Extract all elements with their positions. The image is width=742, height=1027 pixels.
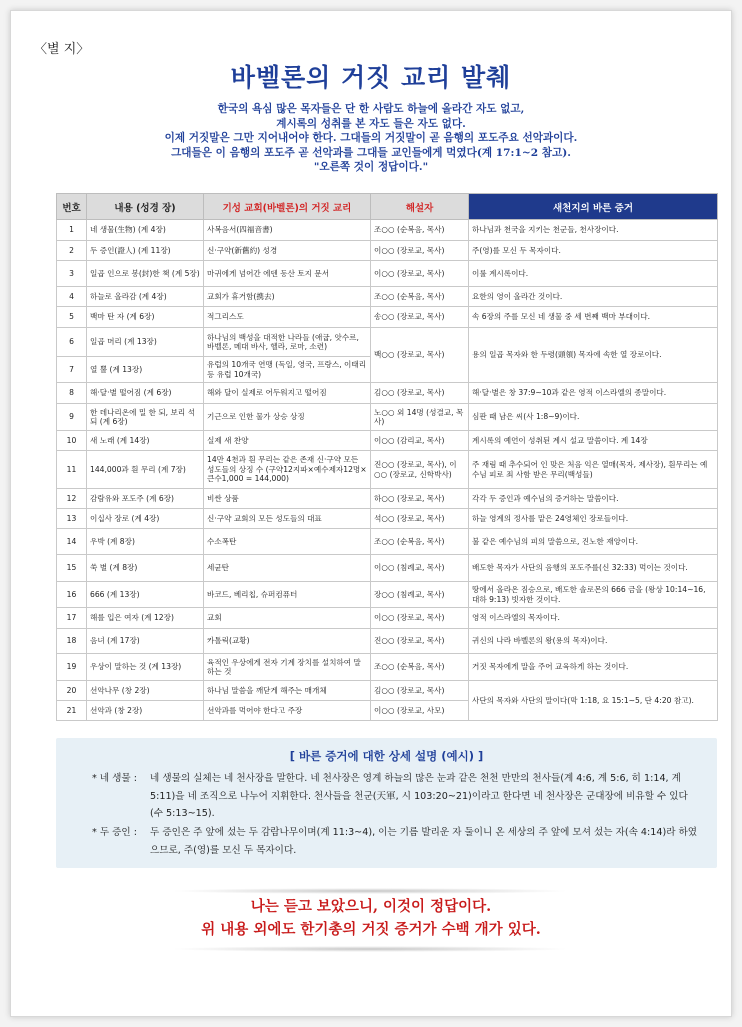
intro-line: "오른쪽 것이 정답이다.": [313, 161, 429, 174]
row-content: 선악과 (창 2장): [87, 701, 204, 721]
row-false-doctrine: 해와 달이 실제로 어두워지고 떨어짐: [204, 383, 371, 404]
row-num: 12: [57, 489, 87, 509]
row-num: 3: [57, 261, 87, 287]
row-content: 666 (계 13장): [87, 582, 204, 608]
row-interpreter: 이○○ (침례교, 목사): [371, 555, 469, 582]
row-content: 해를 입은 여자 (계 12장): [87, 608, 204, 629]
table-row: [57, 489, 718, 509]
row-false-doctrine: 바코드, 베리칩, 슈퍼컴퓨터: [204, 582, 371, 608]
row-content: 우상이 말하는 것 (계 13장): [87, 654, 204, 681]
row-num: 21: [57, 701, 87, 721]
table-row: [57, 582, 718, 608]
row-interpreter: 조○○ (순복음, 목사): [371, 287, 469, 307]
table-row: [57, 241, 718, 261]
detail-item-text: 네 생물의 실체는 네 천사장을 말한다. 네 천사장은 영계 하늘의 많은 눈과 같은 천천 만만의 천사들(계 4:6, 계 5:6, 히 1:14, 계 5:11)을 네 조직으로 나누어 지휘한다. 천사들을 천군(天軍, 시 103:20~21)이라고 한다면 네 천사장은 군대장에 비유할 수 있다(수 5:13~15).: [150, 773, 688, 820]
table-row: [57, 529, 718, 555]
detail-title: [ 바른 증거에 대한 상세 설명 (예시) ]: [289, 749, 484, 763]
table-row: [57, 383, 718, 404]
intro-line: 계시록의 성취를 본 자도 들은 자도 없다.: [276, 117, 466, 130]
row-interpreter: 노○○ 외 14명 (성결교, 목사): [371, 404, 469, 431]
row-interpreter: 김○○ (장로교, 목사): [371, 383, 469, 404]
header-content: 내용 (성경 장): [87, 194, 204, 220]
row-false-doctrine: 카톨릭(교황): [204, 629, 371, 654]
detail-item-text: 두 증인은 주 앞에 섰는 두 감람나무이며(계 11:3~4), 이는 기름 발리운 자 둘이니 온 세상의 주 앞에 모셔 섰는 자(속 4:14)라 하였으므로, 주(영)를 모신 두 목자이다.: [150, 827, 698, 856]
intro-line: 한국의 욕심 많은 목자들은 단 한 사람도 하늘에 올라간 자도 없고,: [217, 103, 525, 115]
row-proof: 주(영)를 모신 두 목자이다.: [469, 241, 718, 261]
closing-statement: [0, 895, 742, 941]
row-interpreter: 김○○ (장로교, 목사): [371, 681, 469, 701]
row-num: 14: [57, 529, 87, 555]
table-row: [57, 404, 718, 431]
closing-line: 나는 듣고 보았으니, 이것이 정답이다.: [250, 898, 492, 915]
page-title: 바벨론의 거짓 교리 발췌: [230, 63, 512, 92]
row-interpreter: 이○○ (장로교, 목사): [371, 261, 469, 287]
row-interpreter: 진○○ (장로교, 목사), 이○○ (장로교, 신학박사): [371, 451, 469, 489]
row-false-doctrine: 기근으로 인한 물가 상승 상징: [204, 404, 371, 431]
row-num: 6: [57, 328, 87, 357]
row-interpreter: 조○○ (순복음, 목사): [371, 529, 469, 555]
row-content: 두 증인(證人) (계 11장): [87, 241, 204, 261]
row-proof: 이룰 계시록이다.: [469, 261, 718, 287]
divider-shadow-top: [170, 888, 570, 894]
row-proof: 각각 두 증인과 예수님의 증거하는 말씀이다.: [469, 489, 718, 509]
table-row: [57, 555, 718, 582]
row-content: 쑥 별 (계 8장): [87, 555, 204, 582]
header-false-doctrine: 기성 교회(바벨론)의 거짓 교리: [204, 194, 371, 220]
row-false-doctrine: 세균탄: [204, 555, 371, 582]
row-content: 144,000과 흰 무리 (계 7장): [87, 451, 204, 489]
row-content: 하늘로 올라감 (계 4장): [87, 287, 204, 307]
row-proof: 하늘 영계의 정사를 맡은 24영체인 장로들이다.: [469, 509, 718, 529]
table-row: [57, 328, 718, 357]
table-row: [57, 451, 718, 489]
row-interpreter: 이○○ (장로교, 목사): [371, 241, 469, 261]
row-false-doctrine: 마귀에게 넘어간 에덴 동산 토지 문서: [204, 261, 371, 287]
closing-line: 위 내용 외에도 한기총의 거짓 증거가 수백 개가 있다.: [201, 921, 541, 938]
doctrine-table: [56, 193, 718, 721]
row-interpreter: 백○○ (장로교, 목사): [371, 328, 469, 383]
intro-line: 그대들은 이 음행의 포도주 곧 선악과를 그대들 교인들에게 먹였다(계 17:1~2 참고).: [171, 146, 571, 159]
row-false-doctrine: 육적인 우상에게 전자 기계 장치를 설치하여 말하는 것: [204, 654, 371, 681]
row-num: 19: [57, 654, 87, 681]
table-row: [57, 261, 718, 287]
row-num: 7: [57, 357, 87, 383]
table-header-row: [57, 194, 718, 220]
row-num: 11: [57, 451, 87, 489]
header-interpreter: 해설자: [371, 194, 469, 220]
row-proof: 불 같은 예수님의 피의 말씀으로, 진노한 재앙이다.: [469, 529, 718, 555]
table-row: [57, 654, 718, 681]
row-false-doctrine: 비싼 상품: [204, 489, 371, 509]
table-row: [57, 287, 718, 307]
row-interpreter: 조○○ (순복음, 목사): [371, 654, 469, 681]
row-num: 1: [57, 220, 87, 241]
row-proof: 배도한 목자가 사단의 음행의 포도주를(신 32:33) 먹이는 것이다.: [469, 555, 718, 582]
row-interpreter: 석○○ (장로교, 목사): [371, 509, 469, 529]
row-false-doctrine: 하나님의 백성을 대적한 나라들 (애굽, 앗수르, 바벨론, 메대 바사, 헬라, 로마, 소련): [204, 328, 371, 357]
row-content: 열 뿔 (계 13장): [87, 357, 204, 383]
row-false-doctrine: 신·구약 교회의 모든 성도들의 대표: [204, 509, 371, 529]
row-proof: 속 6장의 주를 모신 네 생물 중 세 번째 백마 부대이다.: [469, 307, 718, 328]
row-false-doctrine: 실제 새 찬양: [204, 431, 371, 451]
table-row: [57, 307, 718, 328]
intro-text: [40, 102, 702, 175]
header-num: 번호: [57, 194, 87, 220]
row-num: 9: [57, 404, 87, 431]
row-content: 이십사 장로 (계 4장): [87, 509, 204, 529]
detail-item-two-witnesses: [92, 824, 698, 859]
row-content: 해·달·별 떨어짐 (계 6장): [87, 383, 204, 404]
row-num: 5: [57, 307, 87, 328]
annex-label: 〈별 지〉: [34, 42, 90, 57]
table-row: [57, 608, 718, 629]
table-row: [57, 629, 718, 654]
row-proof: 심판 때 남은 씨(사 1:8~9)이다.: [469, 404, 718, 431]
table-row: [57, 509, 718, 529]
row-interpreter: 이○○ (장로교, 사모): [371, 701, 469, 721]
row-proof: 사단의 목자와 사단의 말이다(막 1:18, 요 15:1~5, 단 4:20 참고).: [469, 681, 718, 721]
row-num: 4: [57, 287, 87, 307]
divider-shadow-bottom: [170, 946, 570, 952]
row-num: 8: [57, 383, 87, 404]
row-interpreter: 송○○ (장로교, 목사): [371, 307, 469, 328]
row-proof: 영적 이스라엘의 목자이다.: [469, 608, 718, 629]
detail-item-label: * 두 증인 :: [92, 827, 137, 838]
row-false-doctrine: 교회: [204, 608, 371, 629]
row-proof: 주 재림 때 추수되어 인 맞은 처음 익은 열매(목자, 제사장), 흰무리는 예수님 피로 죄 사함 받은 무리(백성들): [469, 451, 718, 489]
table-row: [57, 220, 718, 241]
row-num: 13: [57, 509, 87, 529]
row-num: 2: [57, 241, 87, 261]
row-content: 일곱 머리 (계 13장): [87, 328, 204, 357]
row-num: 20: [57, 681, 87, 701]
row-num: 18: [57, 629, 87, 654]
row-content: 우박 (계 8장): [87, 529, 204, 555]
row-interpreter: 진○○ (장로교, 목사): [371, 629, 469, 654]
row-content: 선악나무 (창 2장): [87, 681, 204, 701]
row-content: 네 생물(生物) (계 4장): [87, 220, 204, 241]
row-proof: 계시록의 예언이 성취된 계시 설교 말씀이다. 계 14장: [469, 431, 718, 451]
row-false-doctrine: 14만 4천과 흰 무리는 같은 존재 신·구약 모든 성도들의 상징 수 (구약12지파×예수제자12명×큰수1,000 = 144,000): [204, 451, 371, 489]
row-interpreter: 장○○ (침례교, 목사): [371, 582, 469, 608]
row-false-doctrine: 하나님 말씀을 깨닫게 해주는 매개체: [204, 681, 371, 701]
row-content: 새 노래 (계 14장): [87, 431, 204, 451]
row-proof: 하나님과 천국을 지키는 천군들, 천사장이다.: [469, 220, 718, 241]
detail-item-four-creatures: [92, 770, 698, 823]
row-proof: 거짓 목자에게 말을 주어 교육하게 하는 것이다.: [469, 654, 718, 681]
row-content: 감람유와 포도주 (계 6장): [87, 489, 204, 509]
intro-line: 이제 거짓말은 그만 지어내어야 한다. 그대들의 거짓말이 곧 음행의 포도주요 선악과이다.: [164, 132, 578, 145]
row-proof: 해·달·별은 창 37:9~10과 같은 영적 이스라엘의 종말이다.: [469, 383, 718, 404]
row-proof: 요한의 영이 올라간 것이다.: [469, 287, 718, 307]
row-interpreter: 이○○ (감리교, 목사): [371, 431, 469, 451]
row-false-doctrine: 적그리스도: [204, 307, 371, 328]
row-content: 백마 탄 자 (계 6장): [87, 307, 204, 328]
detail-box: [56, 738, 717, 868]
row-proof: 귀신의 나라 바벨론의 왕(용의 목자)이다.: [469, 629, 718, 654]
detail-item-label: * 네 생물 :: [92, 773, 137, 784]
header-proof: 새천지의 바른 증거: [469, 194, 718, 220]
row-false-doctrine: 유럽의 10개국 연맹 (독일, 영국, 프랑스, 이태리 등 유럽 10개국): [204, 357, 371, 383]
row-false-doctrine: 신·구약(新舊約) 성경: [204, 241, 371, 261]
row-interpreter: 하○○ (장로교, 목사): [371, 489, 469, 509]
row-content: 일곱 인으로 봉(封)한 책 (계 5장): [87, 261, 204, 287]
row-false-doctrine: 사복음서(四福音書): [204, 220, 371, 241]
row-interpreter: 조○○ (순복음, 목사): [371, 220, 469, 241]
row-num: 17: [57, 608, 87, 629]
row-num: 10: [57, 431, 87, 451]
row-false-doctrine: 수소폭탄: [204, 529, 371, 555]
row-num: 15: [57, 555, 87, 582]
row-proof: 땅에서 올라온 짐승으로, 배도한 솔로몬의 666 금을 (왕상 10:14~16, 대하 9:13) 빗자한 것이다.: [469, 582, 718, 608]
row-proof: 용의 일곱 목자와 한 두령(頭領) 목자에 속한 열 장로이다.: [469, 328, 718, 383]
row-content: 한 데나리온에 밀 한 되, 보리 석 되 (계 6장): [87, 404, 204, 431]
table-row: [57, 431, 718, 451]
row-num: 16: [57, 582, 87, 608]
row-interpreter: 이○○ (장로교, 목사): [371, 608, 469, 629]
row-false-doctrine: 교회가 휴거함(携去): [204, 287, 371, 307]
row-false-doctrine: 선악과를 먹어야 한다고 주장: [204, 701, 371, 721]
row-content: 음녀 (계 17장): [87, 629, 204, 654]
table-row: [57, 681, 718, 701]
